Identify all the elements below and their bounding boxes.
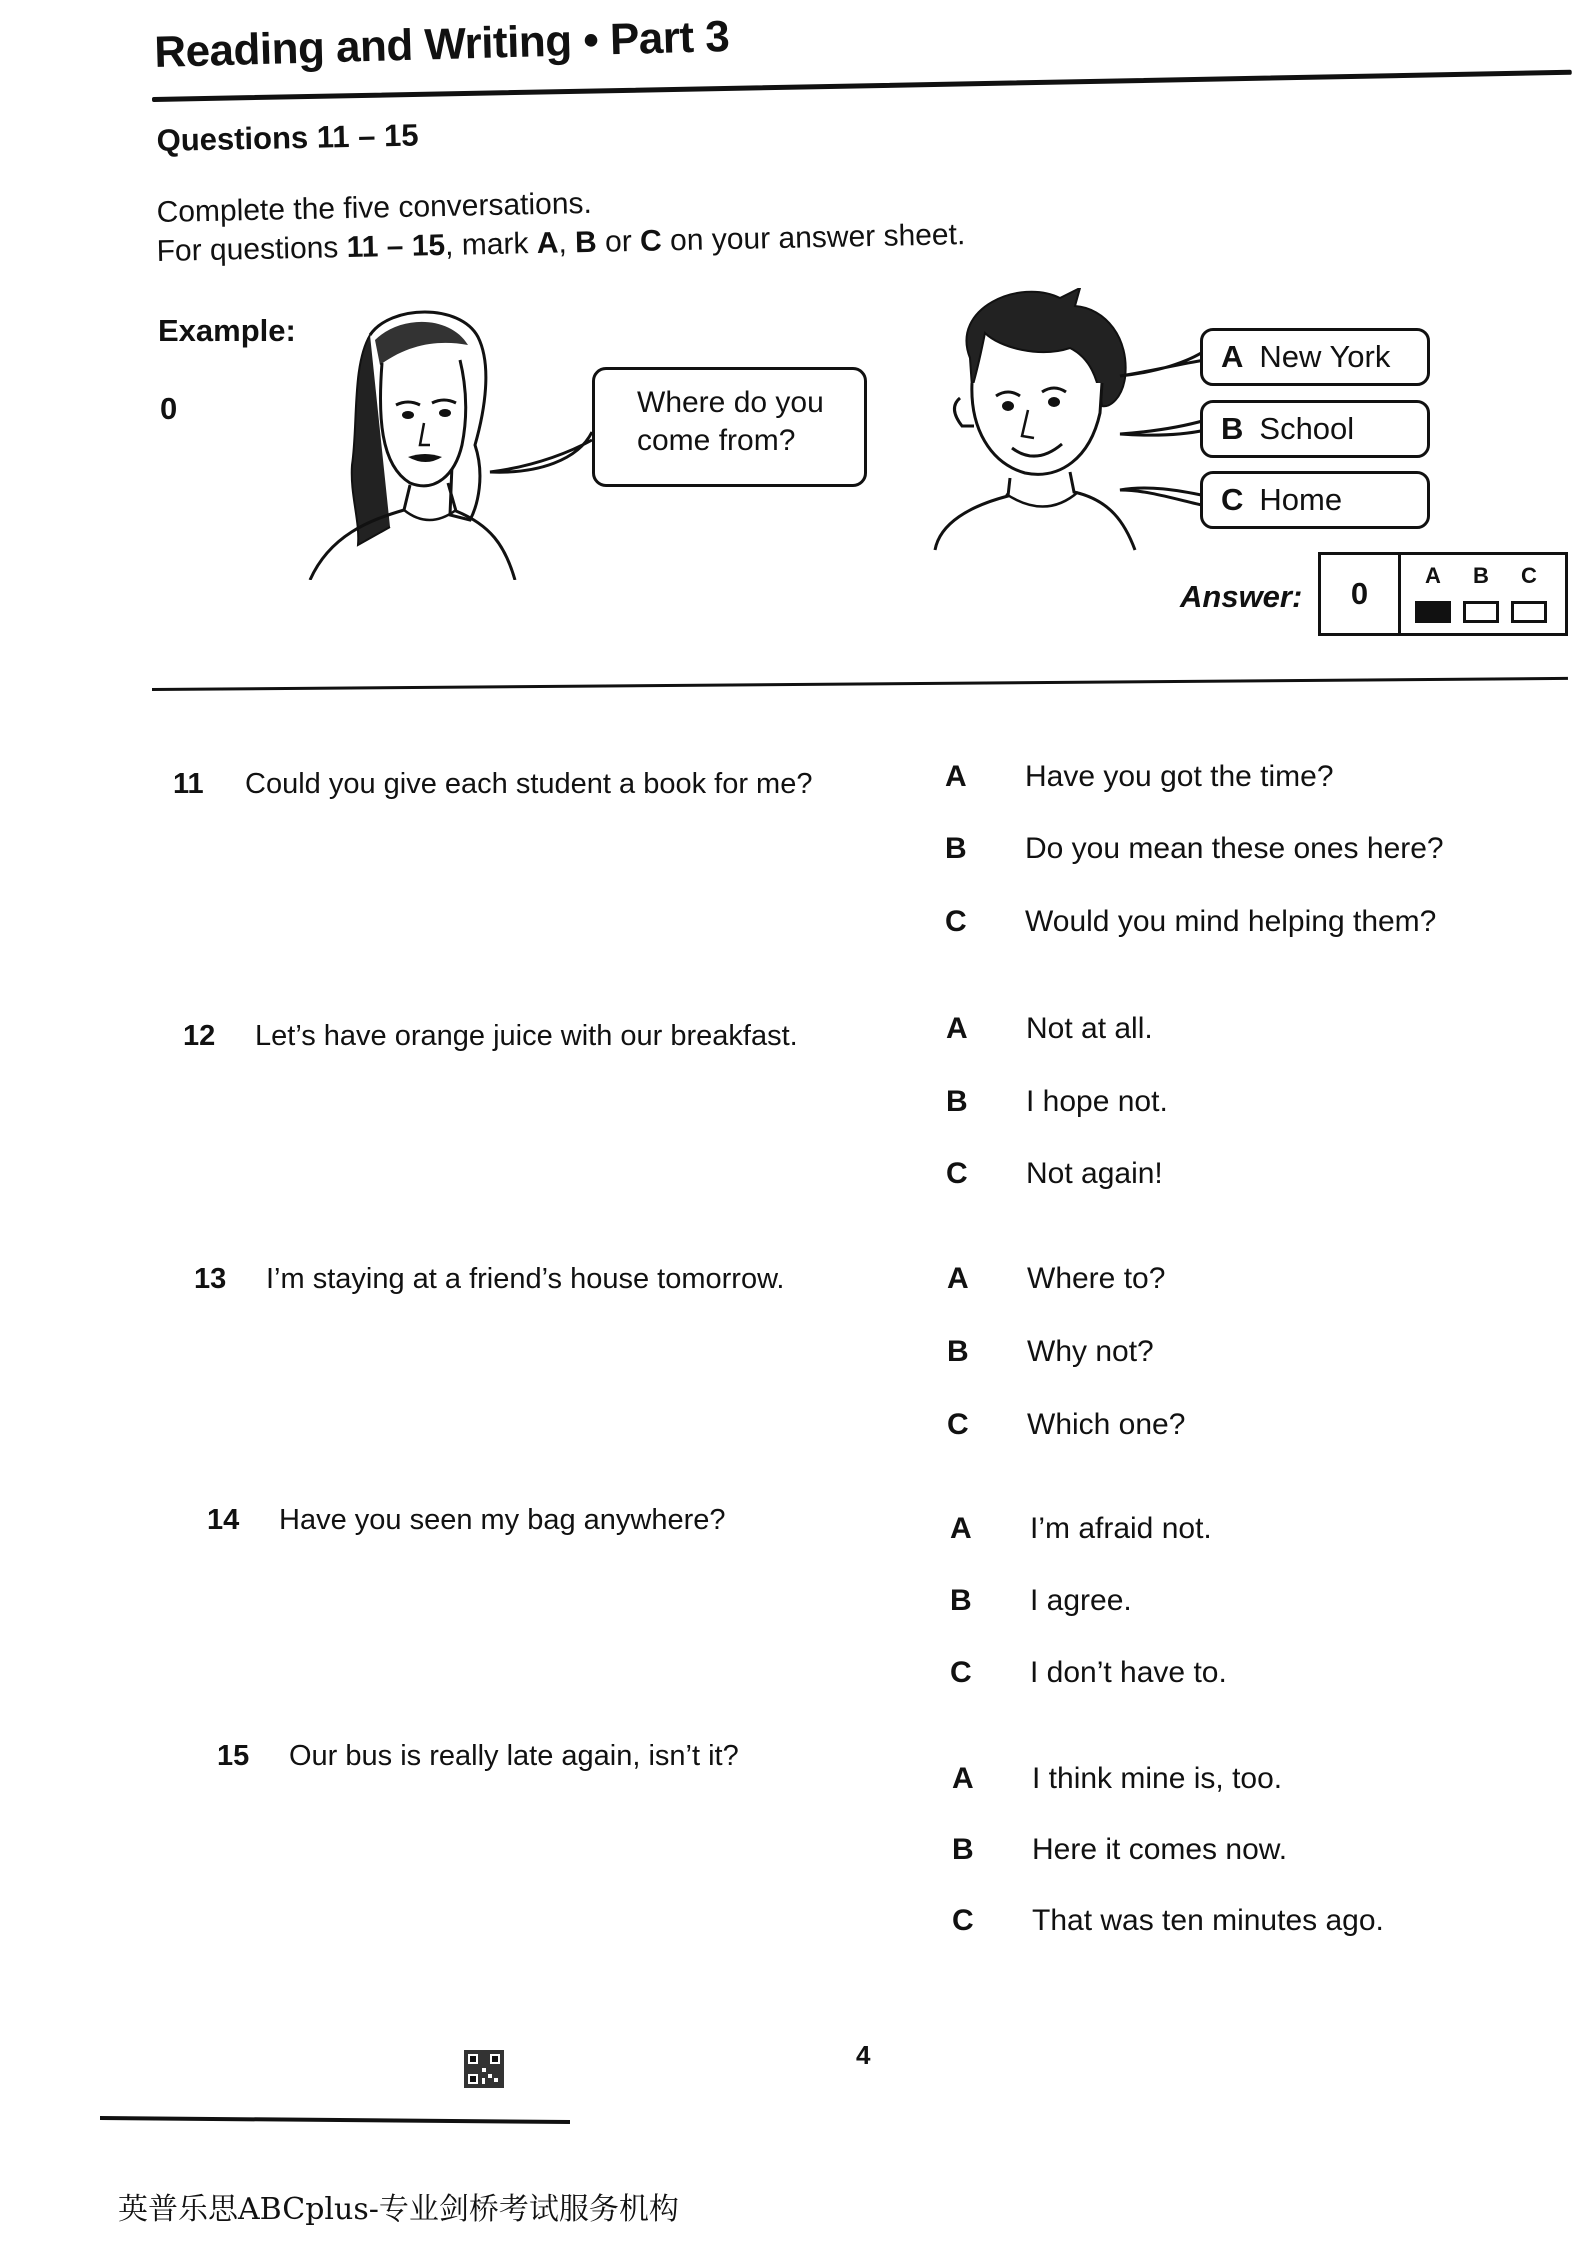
option-text: Why not? (1027, 1335, 1154, 1368)
question-number: 12 (183, 1020, 216, 1052)
option-text: Not again! (1026, 1157, 1163, 1190)
instruction-line-2: For questions 11 – 15, mark A, B or C on your answer sheet. (156, 218, 966, 269)
example-option-letter: A (1221, 339, 1244, 374)
option-text: That was ten minutes ago. (1032, 1904, 1384, 1937)
option-text: I’m afraid not. (1030, 1512, 1212, 1545)
example-option-c (1200, 471, 1430, 529)
question-12 (183, 1020, 798, 1053)
option-text: Here it comes now. (1032, 1833, 1288, 1866)
option-text: Where to? (1027, 1262, 1166, 1295)
question-range: Questions 11 – 15 (156, 117, 419, 159)
question-number: 15 (217, 1740, 250, 1772)
question-text: Could you give each student a book for me? (245, 768, 813, 800)
example-label: Example: (158, 313, 296, 348)
section-divider (152, 677, 1568, 691)
option-letter: C (950, 1656, 972, 1689)
bottom-edge-line (100, 2116, 570, 2124)
q12-option-b[interactable] (946, 1085, 1168, 1119)
q11-option-b[interactable] (945, 832, 1444, 866)
option-letter: C (946, 1157, 968, 1190)
page-title: Reading and Writing • Part 3 (153, 11, 730, 78)
q13-option-b[interactable] (947, 1335, 1154, 1369)
option-letter: B (946, 1085, 968, 1118)
question-text: Let’s have orange juice with our breakfast. (255, 1020, 798, 1052)
answer-letter-b: B (1473, 563, 1489, 588)
qr-code-mark (464, 2050, 504, 2088)
q11-option-c[interactable] (945, 905, 1436, 939)
q12-option-a[interactable] (946, 1012, 1153, 1046)
option-text: Not at all. (1026, 1012, 1153, 1045)
q14-option-b[interactable] (950, 1584, 1132, 1618)
example-option-text: School (1259, 411, 1355, 446)
option-letter: A (952, 1762, 974, 1795)
example-option-b (1200, 400, 1430, 458)
example-option-text: New York (1259, 339, 1391, 374)
option-letter: A (945, 760, 967, 793)
example-option-text: Home (1259, 482, 1343, 517)
example-speech-bubble (592, 367, 867, 487)
example-answer-box (1318, 552, 1568, 636)
page-number: 4 (856, 2040, 871, 2070)
option-text: Which one? (1027, 1408, 1186, 1441)
q12-option-c[interactable] (946, 1157, 1163, 1191)
question-number: 13 (194, 1263, 227, 1295)
q15-option-a[interactable] (952, 1762, 1282, 1796)
q13-option-c[interactable] (947, 1408, 1185, 1442)
option-letter: B (947, 1335, 969, 1368)
question-number: 11 (173, 768, 204, 800)
speech-line-1: Where do you (637, 386, 824, 419)
question-number: 14 (207, 1504, 240, 1536)
option-letter: C (947, 1408, 969, 1441)
option-letter: A (946, 1012, 968, 1045)
speech-bubble-tail (488, 430, 600, 480)
option-text: Would you mind helping them? (1025, 905, 1437, 938)
answer-grid (1413, 563, 1563, 629)
q13-option-a[interactable] (947, 1262, 1165, 1296)
footer-text: 英普乐思ABCplus-专业剑桥考试服务机构 (118, 2192, 679, 2227)
option-letter: C (952, 1904, 974, 1937)
option-letter: C (945, 905, 967, 938)
option-text: Have you got the time? (1025, 760, 1334, 793)
q11-option-a[interactable] (945, 760, 1334, 794)
answer-label: Answer: (1180, 579, 1303, 614)
option-text: I agree. (1030, 1584, 1132, 1617)
question-11 (173, 768, 812, 801)
option-letter: B (950, 1584, 972, 1617)
example-option-letter: C (1221, 482, 1244, 517)
question-text: Have you seen my bag anywhere? (279, 1504, 726, 1536)
instruction-line-1: Complete the five conversations. (156, 186, 593, 230)
answer-letter-a: A (1425, 563, 1441, 588)
speech-line-2: come from? (637, 424, 796, 457)
answer-box-b (1463, 601, 1499, 623)
question-text: Our bus is really late again, isn’t it? (289, 1740, 739, 1772)
q14-option-a[interactable] (950, 1512, 1212, 1546)
option-text: I don’t have to. (1030, 1656, 1227, 1689)
option-letter: A (950, 1512, 972, 1545)
answer-box-a (1415, 601, 1451, 623)
question-15 (217, 1740, 739, 1773)
option-letter: B (952, 1833, 974, 1866)
answer-letter-c: C (1521, 563, 1537, 588)
example-option-a (1200, 328, 1430, 386)
answer-box-c (1511, 601, 1547, 623)
q15-option-b[interactable] (952, 1833, 1287, 1867)
question-text: I’m staying at a friend’s house tomorrow. (266, 1263, 785, 1295)
q14-option-c[interactable] (950, 1656, 1227, 1690)
q15-option-c[interactable] (952, 1904, 1384, 1938)
option-bubble-tails (1118, 340, 1210, 520)
example-option-letter: B (1221, 411, 1244, 446)
answer-number: 0 (1321, 555, 1401, 633)
option-text: I hope not. (1026, 1085, 1168, 1118)
option-letter: A (947, 1262, 969, 1295)
question-13 (194, 1263, 785, 1296)
option-text: Do you mean these ones here? (1025, 832, 1444, 865)
example-number: 0 (160, 391, 178, 426)
title-rule (152, 70, 1572, 102)
option-text: I think mine is, too. (1032, 1762, 1283, 1795)
option-letter: B (945, 832, 967, 865)
question-14 (207, 1504, 726, 1537)
